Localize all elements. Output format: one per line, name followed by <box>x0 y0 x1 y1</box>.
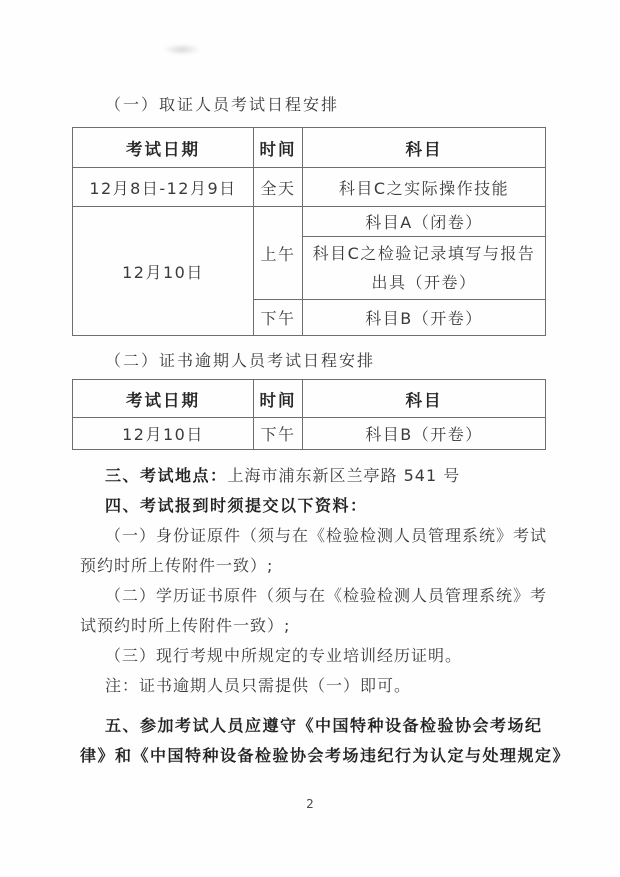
cell-exam-date: 12月10日 <box>73 418 254 450</box>
exam-schedule-table-certification <box>72 127 546 336</box>
doc1-line2-text: 预约时所上传附件一致）; <box>80 556 274 575</box>
subject-c-line1: 科目C之检验记录填写与报告 <box>312 244 536 263</box>
cell-time-pm: 下午 <box>254 300 303 336</box>
scan-smudge-artifact <box>163 44 201 55</box>
cell-subject-a: 科目A（闭卷） <box>303 207 546 237</box>
header-subject: 科目 <box>303 128 546 168</box>
header-time: 时间 <box>254 380 303 418</box>
section2-heading: （二）证书逾期人员考试日程安排 <box>105 351 376 370</box>
item3-exam-location-line <box>80 461 558 491</box>
item3-label: 三、考试地点： <box>105 466 228 485</box>
header-exam-date: 考试日期 <box>73 128 254 168</box>
cell-exam-date: 12月8日-12月9日 <box>73 168 254 207</box>
cell-subject-c <box>303 237 546 300</box>
exam-schedule-table-overdue <box>72 379 546 450</box>
subject-c-line2: 出具（开卷） <box>371 273 477 292</box>
item5-line1 <box>80 711 558 741</box>
doc3-line <box>80 641 558 671</box>
table-row <box>73 168 546 207</box>
item5-line2 <box>80 741 571 771</box>
item3-value: 上海市浦东新区兰亭路 541 号 <box>227 466 461 485</box>
item4-materials-line <box>80 491 558 521</box>
item5-line2-text: 律》和《中国特种设备检验协会考场违纪行为认定与处理规定》 <box>80 746 571 765</box>
cell-subject: 科目C之实际操作技能 <box>303 168 546 207</box>
cell-time: 全天 <box>254 168 303 207</box>
note-line <box>80 671 558 701</box>
table-header-row <box>73 380 546 418</box>
table-header-row <box>73 128 546 168</box>
header-time: 时间 <box>254 128 303 168</box>
cell-time-am: 上午 <box>254 207 303 300</box>
table-row <box>73 207 546 237</box>
note-text: 注：证书逾期人员只需提供（一）即可。 <box>105 676 412 695</box>
doc3-text: （三）现行考规中所规定的专业培训经历证明。 <box>105 646 463 665</box>
doc2-line2-text: 试预约时所上传附件一致）; <box>80 616 291 635</box>
header-exam-date: 考试日期 <box>73 380 254 418</box>
cell-subject: 科目B（开卷） <box>303 418 546 450</box>
page-number: 2 <box>306 797 314 811</box>
cell-subject-b: 科目B（开卷） <box>303 300 546 336</box>
header-subject: 科目 <box>303 380 546 418</box>
item4-label: 四、考试报到时须提交以下资料： <box>105 496 368 515</box>
item5-line1-text: 五、参加考试人员应遵守《中国特种设备检验协会考场纪 <box>105 716 543 735</box>
doc2-line1-text: （二）学历证书原件（须与在《检验检测人员管理系统》考 <box>105 586 548 605</box>
body-text-block <box>80 461 571 771</box>
doc2-line2 <box>80 611 558 641</box>
cell-time: 下午 <box>254 418 303 450</box>
cell-exam-date: 12月10日 <box>73 207 254 336</box>
section1-heading: （一）取证人员考试日程安排 <box>105 95 340 114</box>
doc2-line1 <box>80 581 558 611</box>
doc1-line1 <box>80 521 558 551</box>
doc1-line2 <box>80 551 558 581</box>
table-row <box>73 418 546 450</box>
doc1-line1-text: （一）身份证原件（须与在《检验检测人员管理系统》考试 <box>105 526 548 545</box>
